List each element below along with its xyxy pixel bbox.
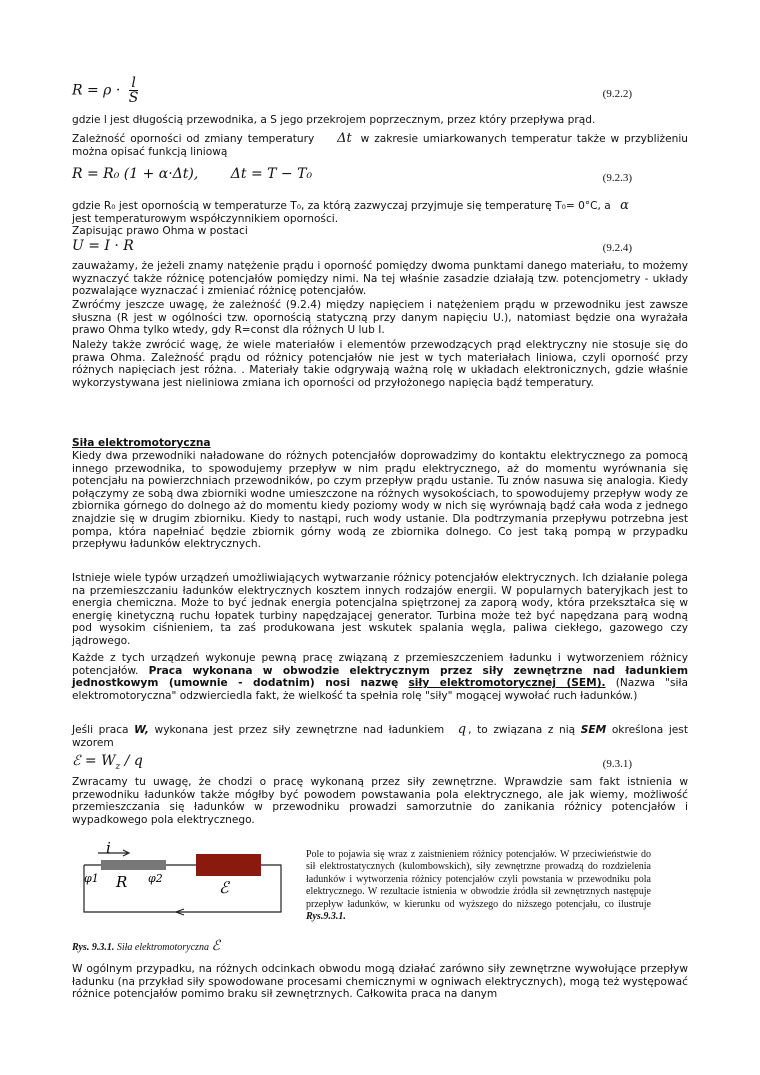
equation-9-3-1: ℰ = $W_z$ / q <box>72 753 143 772</box>
paragraph: gdzie R₀ jest opornością w temperaturze T₀, za którą zazwyczaj przyjmuje się temperaturę T₀= 0°C, a α jest temperaturowym współczynnikiem oporności. Zapisując prawo Ohma w postaci <box>72 198 629 238</box>
equation-number: (9.2.4) <box>602 242 632 254</box>
paragraph: gdzie l jest długością przewodnika, a S jego przekrojem poprzecznym, przez który przepływa prąd. <box>72 114 596 126</box>
paragraph: Kiedy dwa przewodniki naładowane do różnych potencjałów doprowadzimy do kontaktu elektrycznego za pomocą innego przewodnika, to spowodujemy przepływ w nim prądu elektrycznego, aż do momentu wyrównania się potencjału na powierzchniach przewodników, po czym przepływ prądu ustanie. Tu znów nasuwa się analogia. Kiedy połączymy ze sobą dwa zbiorniki wodne umieszczone na różnych wysokościach, to spowodujemy przepływ wody ze zbiornika górnego do dolnego aż do momentu kiedy poziomy wody w nich się wyrównają bądź cała woda z jednego znajdzie się w drugim zbiorniku. Kiedy to nastąpi, ruch wody ustanie. Dla podtrzymania przepływu potrzebna jest pompa, która napełniać będzie zbiornik górny wodą ze zbiornika dolnego. Co jest taką pompą w przypadku przepływu ładunków elektrycznych. <box>72 450 688 551</box>
figure-caption: Rys. 9.3.1. Siła elektromotoryczna ℰ <box>72 939 220 954</box>
phi2-label: φ2 <box>148 872 163 885</box>
paragraph: W ogólnym przypadku, na różnych odcinkach obwodu mogą działać zarówno siły zewnętrzne wywołujące przepływ ładunku (na przykład siły spowodowane procesami chemicznymi w ogniwach elektrycznych), mogą też występować różnice potencjałów pomimo braku sił zewnętrznych. Całkowita praca na danym <box>72 963 688 1001</box>
current-label: i <box>106 840 111 857</box>
sem-term: siły elektromotorycznej (SEM). <box>408 677 606 690</box>
current-arrow-icon <box>98 850 129 856</box>
resistor-label: R <box>116 873 128 891</box>
paragraph: zauważamy, że jeżeli znamy natężenie prądu i oporność pomiędzy dwoma punktami danego materiału, to możemy wyznaczyć także różnicę potencjałów pomiędzy nimi. Na tej właśnie zasadzie działają tzw. potencjometry - układy pozwalające wyznaczać i zmieniać różnicę potencjałów. <box>72 260 688 298</box>
section-heading: Siła elektromotoryczna <box>72 437 211 449</box>
equation-number: (9.2.3) <box>602 172 632 184</box>
phi1-label: φ1 <box>84 872 99 885</box>
paragraph: Zwracamy tu uwagę, że chodzi o pracę wykonaną przez siły zewnętrzne. Wprawdzie sam fakt istnienia w przewodniku ładunków także mógłby być powodem powstawania pola elektrycznego, ale jak wiemy, możliwość przemieszczania się ładunków w przewodniku prowadzi samorzutnie do zanikania różnicy potencjałów i wypadkowego pola elektrycznego. <box>72 776 688 826</box>
paragraph: Jeśli praca W, wykonana jest przez siły zewnętrzne nad ładunkiem q , to związana z nią SEM określona jest wzorem <box>72 722 688 749</box>
paragraph: Zależność oporności od zmiany temperatury Δt w zakresie umiarkowanych temperatur także w przybliżeniu można opisać funkcją liniową <box>72 131 688 158</box>
equation-number: (9.3.1) <box>602 758 632 770</box>
paragraph: Zwróćmy jeszcze uwagę, że zależność (9.2.4) między napięciem i natężeniem prądu w przewodniku jest zawsze słuszna (R jest w ogólności tzw. opornością statyczną przy danym napięciu U.), natomiast będzie ona wyrażała prawo Ohma tylko wtedy, gdy R=const dla różnych U lub I. <box>72 299 688 337</box>
equation-9-2-2: R = ρ · $\frac{l}{S}$ <box>72 75 139 106</box>
paragraph: Każde z tych urządzeń wykonuje pewną pracę związaną z przemieszczeniem ładunku i wytworzeniem różnicy potencjałów. Praca wykonana w obwodzie elektrycznym przez siły zewnętrzne nad ładunkiem jednostkowym (umownie - dodatnim) nosi nazwę siły elektromotorycznej (SEM). (Nazwa "siła elektromotoryczna" odzwierciedla fakt, że wielkość ta spełnia rolę "siły" mogącej wywołać ruch ładunków.) <box>72 652 688 702</box>
emf-label: ℰ <box>219 878 229 897</box>
emf-source <box>196 854 261 876</box>
side-note: Pole to pojawia się wraz z zaistnieniem różnicy potencjałów. W przeciwieństwie do sił elektrostatycznych (kulombowskich), siły zewnętrzne prowadzą do rozdzielenia ładunków i wytworzenia różnicy potencjałów czyli powstania w przewodniku pola elektrycznego. W rezultacie istnienia w obwodzie źródła sił zewnętrznych następuje przepływ ładunków, w kierunku od wyższego do niższego potencjału, co ilustruje Rys.9.3.1. <box>306 849 651 923</box>
delta-t-symbol: Δt <box>337 131 352 146</box>
q-symbol: q <box>457 722 467 737</box>
equation-number: (9.2.2) <box>602 88 632 100</box>
alpha-symbol: α <box>620 198 629 213</box>
paragraph: Należy także zwrócić wagę, że wiele materiałów i elementów przewodzących prąd elektryczny nie stosuje się do prawa Ohma. Zależność prądu od różnicy potencjałów nie jest w tych materiałach liniowa, czyli oporność przy różnych napięciach jest różna. . Materiały takie odgrywają ważną rolę w układach elektronicznych, gdzie właśnie wykorzystywana jest nieliniowa zmiana ich oporności od przyłożonego napięcia bądź temperatury. <box>72 339 688 389</box>
resistor <box>101 860 166 870</box>
circuit-figure <box>76 840 300 938</box>
equation-9-2-3: R = R₀ (1 + α·Δt), Δt = T − T₀ <box>72 166 313 182</box>
equation-9-2-4: U = I · R <box>72 238 134 254</box>
paragraph: Istnieje wiele typów urządzeń umożliwiających wytwarzanie różnicy potencjałów elektrycznych. Ich działanie polega na przemieszczaniu ładunków elektrycznych kosztem innych rodzajów energii. W popularnych bateryjkach jest to energia chemiczna. Może to być jednak energia potencjalna spiętrzonej za zaporą wody, która przekształca się w energię kinetyczną ruchu łopatek turbiny napędzającej generator. Turbina może też być napędzana parą wodną pod wysokim ciśnieniem, ta zaś produkowana jest wskutek spalania węgla, paliwa ciekłego, gazowego czy jądrowego. <box>72 572 688 647</box>
fraction: $\frac{l}{S}$ <box>128 75 139 106</box>
